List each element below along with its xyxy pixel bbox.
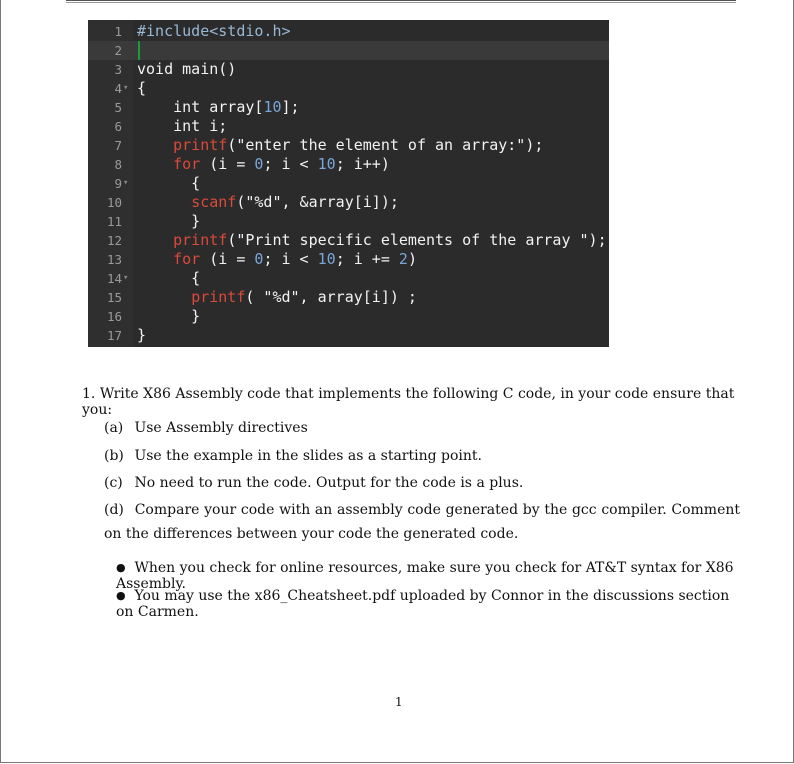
code-line [88,41,609,60]
line-number: 3 [114,62,122,77]
code-text [137,193,399,212]
bullet-item [116,588,742,620]
header-rule [66,0,736,1]
code-token: printf [173,231,228,249]
code-token: printf [191,288,246,306]
code-token: ; i++) [335,155,390,173]
code-token [137,155,173,173]
line-number: 12 [106,233,122,248]
code-line [88,250,609,269]
code-text [137,212,200,231]
sub-item-text: Use Assembly directives [134,420,308,436]
question-number: 1. [82,386,96,402]
code-token: printf [173,136,228,154]
code-text [137,22,291,41]
line-number: 9 [114,176,122,191]
line-number: 1 [114,24,122,39]
code-line [88,79,609,98]
bullet-icon: ● [116,589,126,602]
code-text [137,174,200,193]
bullet-text: When you check for online resources, make sure you check for AT&T syntax for X86 Assembly. [116,560,734,592]
code-token: (i = [200,155,255,173]
code-text [137,231,607,250]
code-token: for [173,250,201,268]
code-token: #include<stdio.h> [137,22,291,40]
line-number: 4 [114,81,122,96]
line-number: 13 [106,252,122,267]
code-text [137,326,146,345]
code-token: ; i < [263,250,318,268]
sub-item-text: No need to run the code. Output for the code is a plus. [134,475,524,491]
code-line [88,98,609,117]
code-text [137,269,200,288]
code-line [88,22,609,41]
code-editor-screenshot [88,20,609,347]
code-line [88,326,609,345]
fold-arrow-icon[interactable]: ▾ [123,178,129,188]
bullet-icon: ● [116,561,126,574]
sub-item-c [104,471,740,495]
line-number: 8 [114,157,122,172]
code-token [137,136,173,154]
code-text [137,250,417,269]
line-number: 10 [106,195,122,210]
code-text [137,307,200,326]
line-number: 16 [106,309,122,324]
code-text [138,41,140,60]
code-line [88,269,609,288]
sub-item-d [104,498,740,546]
code-text [137,79,146,98]
code-token: 10 [263,98,282,116]
sub-item-text: Use the example in the slides as a starting point. [134,448,482,464]
code-token: } [137,212,201,230]
line-number: 2 [114,43,122,58]
code-token: ( "%d", array[i]) ; [245,288,417,306]
fold-arrow-icon[interactable]: ▾ [123,273,129,283]
code-line [88,60,609,79]
code-token [137,250,173,268]
code-token: 10 [317,155,336,173]
code-token: ) [407,250,417,268]
code-token: { [137,79,147,97]
code-token [137,193,191,211]
code-line [88,174,609,193]
sub-item-label: (d) [104,502,124,518]
code-token: { [137,269,201,287]
code-line [88,117,609,136]
code-line [88,231,609,250]
bullet-text: You may use the x86_Cheatsheet.pdf uploaded by Connor in the discussions section on Carmen. [116,588,730,620]
code-token: ; i += [335,250,399,268]
line-number: 5 [114,100,122,115]
code-token: } [137,326,147,344]
code-token: (i = [200,250,255,268]
code-token: ]; [281,98,300,116]
code-token: int array[ [137,98,264,116]
code-line [88,155,609,174]
code-text [137,117,227,136]
line-number: 11 [106,214,122,229]
sub-item-text: Compare your code with an assembly code generated by the gcc compiler. Comment on the differences between your code the generated code. [104,502,740,542]
line-number: 6 [114,119,122,134]
line-number: 7 [114,138,122,153]
question-text: Write X86 Assembly code that implements the following C code, in your code ensure that you: [82,386,735,418]
code-token: ("enter the element of an array:"); [227,136,544,154]
code-line [88,212,609,231]
code-token: 0 [254,250,264,268]
code-line [88,193,609,212]
code-token: ; i < [263,155,318,173]
code-token: for [173,155,201,173]
code-text [137,155,390,174]
code-token: 0 [254,155,264,173]
question-1 [82,386,742,418]
sub-item-label: (b) [104,448,124,464]
line-number: 14 [106,271,122,286]
code-token: scanf [191,193,237,211]
sub-item-a [104,416,740,440]
code-token [137,288,191,306]
code-text [137,136,543,155]
code-token: { [137,174,201,192]
code-line [88,307,609,326]
code-token: ("%d", &array[i]); [236,193,399,211]
code-token: 2 [398,250,408,268]
code-token: ("Print specific elements of the array "); [227,231,607,249]
code-token: int i; [137,117,228,135]
code-text [137,288,417,307]
code-line [88,288,609,307]
sub-item-label: (c) [104,475,123,491]
sub-item-label: (a) [104,420,124,436]
code-line [88,136,609,155]
code-token: 10 [317,250,336,268]
fold-arrow-icon[interactable]: ▾ [123,83,129,93]
code-token: void main() [137,60,237,78]
code-text [137,60,236,79]
page-number: 1 [395,695,403,709]
header-rule-secondary [66,2,736,3]
code-text [137,98,300,117]
sub-item-b [104,444,740,468]
code-token: } [137,307,201,325]
code-token [137,231,173,249]
line-number: 17 [106,328,122,343]
line-number: 15 [106,290,122,305]
